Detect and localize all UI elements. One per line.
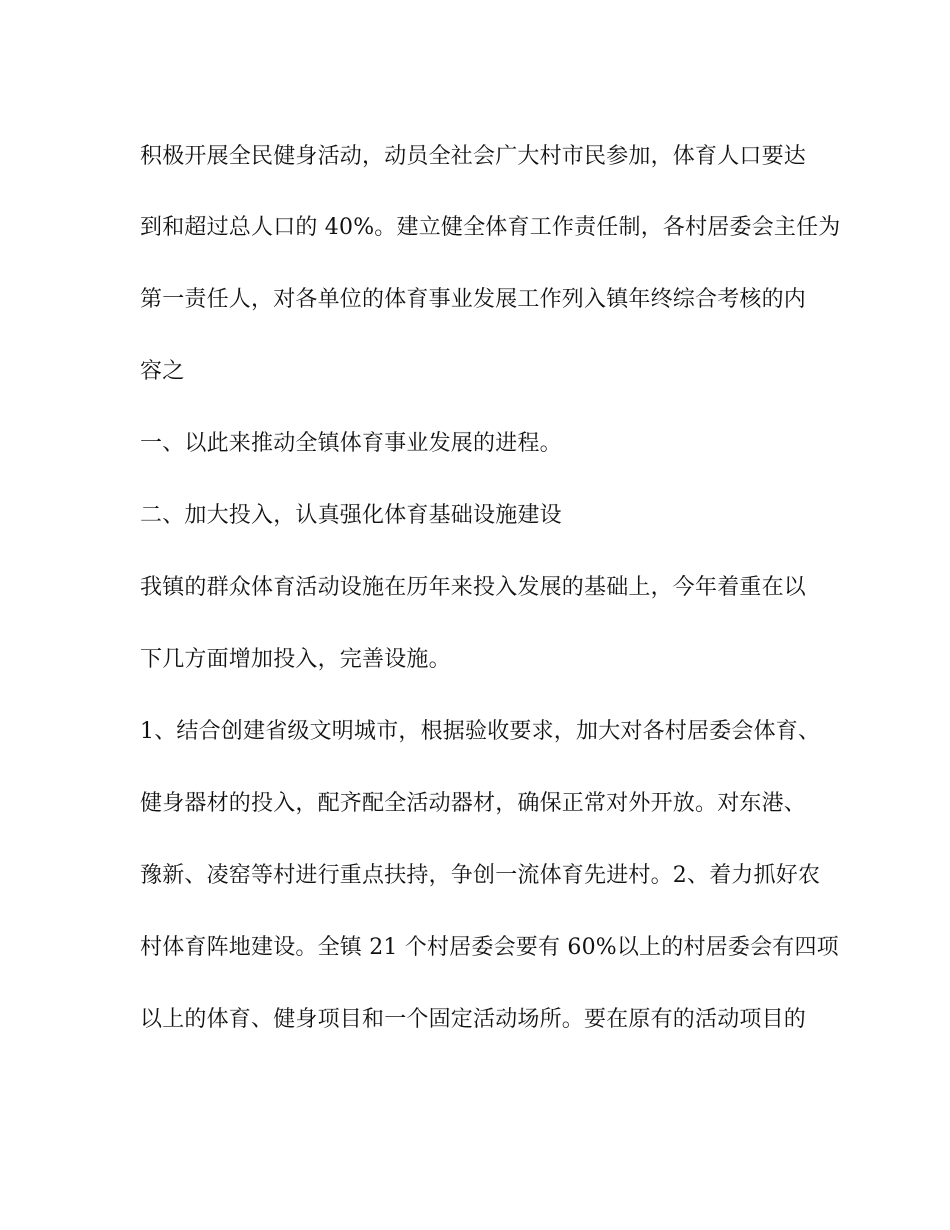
body-text-line: 容之 (140, 359, 185, 384)
body-text-line: 积极开展全民健身活动，动员全社会广大村市民参加，体育人口要达 (140, 144, 807, 169)
body-text-line: 村体育阵地建设。全镇 21 个村居委会要有 60%以上的村居委会有四项 (140, 935, 839, 960)
section-heading-line: 二、加大投入，认真强化体育基础设施建设 (140, 503, 562, 528)
body-text-line: 我镇的群众体育活动设施在历年来投入发展的基础上，今年着重在以 (140, 575, 807, 600)
body-text-line: 以上的体育、健身项目和一个固定活动场所。要在原有的活动项目的 (140, 1007, 807, 1032)
body-text-line: 下几方面增加投入，完善设施。 (140, 647, 451, 672)
body-text-line: 豫新、凌窑等村进行重点扶持，争创一流体育先进村。2、着力抓好农 (140, 863, 821, 888)
body-text-line: 到和超过总人口的 40%。建立健全体育工作责任制，各村居委会主任为 (140, 215, 841, 240)
section-heading-line: 一、以此来推动全镇体育事业发展的进程。 (140, 431, 562, 456)
body-text-line: 第一责任人，对各单位的体育事业发展工作列入镇年终综合考核的内 (140, 287, 807, 312)
body-text-line: 健身器材的投入，配齐配全活动器材，确保正常对外开放。对东港、 (140, 791, 807, 816)
body-text-line: 1、结合创建省级文明城市，根据验收要求，加大对各村居委会体育、 (140, 719, 821, 744)
